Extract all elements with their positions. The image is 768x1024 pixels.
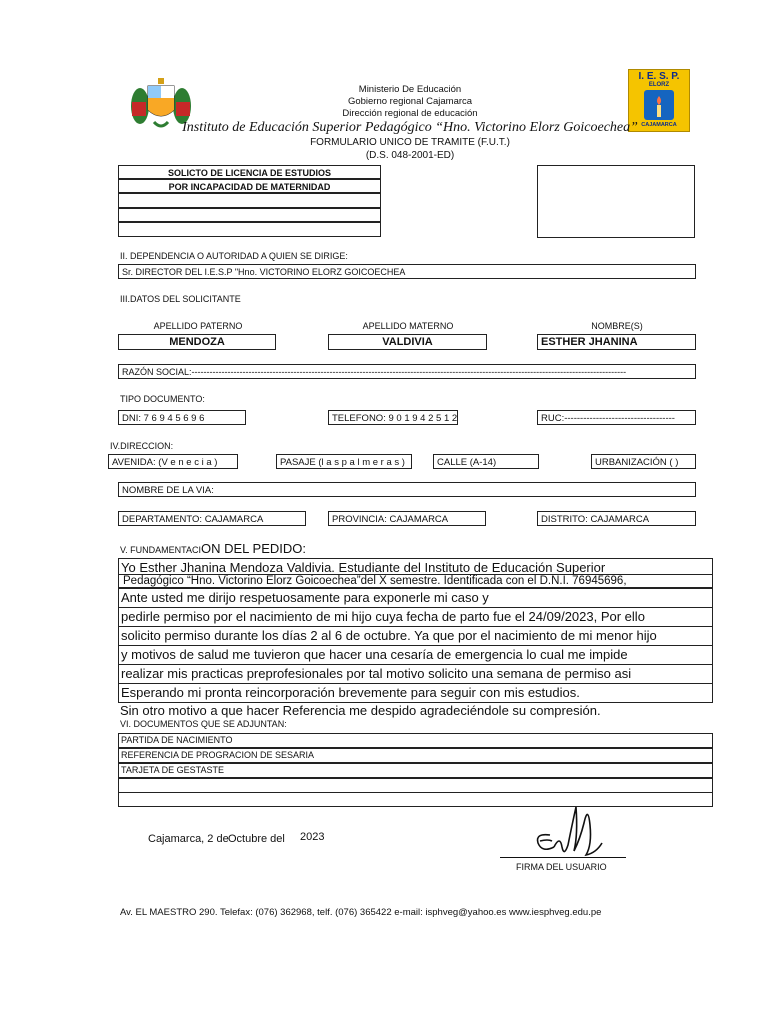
iesp-logo-sub: ELORZ <box>648 82 670 88</box>
section3-label: III.DATOS DEL SOLICITANTE <box>120 294 241 304</box>
urbanizacion-field: URBANIZACIÓN ( ) <box>591 454 696 469</box>
document-row: TARJETA DE GESTASTE <box>118 763 713 778</box>
section5-label-big: ON DEL PEDIDO: <box>201 541 306 556</box>
authority-field: Sr. DIRECTOR DEL I.E.S.P "Hno. VICTORINO ELORZ GOICOECHEA <box>118 264 696 279</box>
ministry-line: Ministerio De Educación <box>358 84 462 95</box>
document-row <box>118 778 713 793</box>
government-line: Gobierno regional Cajamarca <box>347 96 473 107</box>
torch-icon <box>644 90 674 120</box>
section5-label-small: V. FUNDAMENTACI <box>120 545 202 555</box>
request-line-2: POR INCAPACIDAD DE MATERNIDAD <box>118 179 381 193</box>
avenida-field: AVENIDA: (V e n e c i a ) <box>108 454 238 469</box>
fundamentacion-line-1: Yo Esther Jhanina Mendoza Valdivia. Estudiante del Instituto de Educación Superior <box>118 558 713 575</box>
razon-social-field: RAZÓN SOCIAL:------------------------------------------------------------------------------------------------------------------------------------------------- <box>118 364 696 379</box>
tipo-documento-label: TIPO DOCUMENTO: <box>120 394 205 404</box>
year: 2023 <box>300 831 325 843</box>
materno-field: VALDIVIA <box>328 334 487 350</box>
stamp-box <box>537 165 695 238</box>
departamento-field: DEPARTAMENTO: CAJAMARCA <box>118 511 306 526</box>
city-date: Cajamarca, 2 de <box>148 833 229 845</box>
paterno-label: APELLIDO PATERNO <box>153 321 243 331</box>
fundamentacion-line-7: realizar mis practicas preprofesionales por tal motivo solicito una semana de permiso asi <box>118 664 713 684</box>
request-line-4 <box>118 208 381 222</box>
distrito-field: DISTRITO: CAJAMARCA <box>537 511 696 526</box>
nombres-label: NOMBRE(S) <box>591 321 643 331</box>
section4-label: IV.DIRECCION: <box>110 441 174 451</box>
section6-label: VI. DOCUMENTOS QUE SE ADJUNTAN: <box>120 719 287 729</box>
paterno-field: MENDOZA <box>118 334 276 350</box>
document-row: PARTIDA DE NACIMIENTO <box>118 733 713 748</box>
request-line-1: SOLICTO DE LICENCIA DE ESTUDIOS <box>118 165 381 179</box>
section2-label: II. DEPENDENCIA O AUTORIDAD A QUIEN SE DIRIGE: <box>120 251 348 261</box>
telefono-field: TELEFONO: 9 0 1 9 4 2 5 1 2 <box>328 410 458 425</box>
fundamentacion-line-8: Esperando mi pronta reincorporación brevemente para seguir con mis estudios. <box>118 683 713 703</box>
decree-line: (D.S. 048-2001-ED) <box>365 150 455 161</box>
signature-label: FIRMA DEL USUARIO <box>516 862 607 872</box>
iesp-logo-city: CAJAMARCA <box>641 122 677 128</box>
iesp-logo-title: I. E. S. P. <box>638 71 680 82</box>
month: Octubre del <box>228 833 285 845</box>
pasaje-field: PASAJE (l a s p a l m e r a s ) <box>276 454 412 469</box>
fundamentacion-line-6: y motivos de salud me tuvieron que hacer una cesaría de emergencia lo cual me impide <box>118 645 713 665</box>
fundamentacion-line-3: Ante usted me dirijo respetuosamente para exponerle mi caso y <box>118 588 713 608</box>
document-row: REFERENCIA DE PROGRACION DE SESARIA <box>118 748 713 763</box>
fundamentacion-line-4: pedirle permiso por el nacimiento de mi hijo cuya fecha de parto fue el 24/09/2023, Por ello <box>118 607 713 627</box>
dni-field: DNI: 7 6 9 4 5 6 9 6 <box>118 410 246 425</box>
materno-label: APELLIDO MATERNO <box>362 321 454 331</box>
section5-heading <box>120 540 306 558</box>
calle-field: CALLE (A-14) <box>433 454 539 469</box>
direction-line: Dirección regional de educación <box>342 108 478 119</box>
nombre-via-field: NOMBRE DE LA VIA: <box>118 482 696 497</box>
signature-line <box>500 857 626 858</box>
fundamentacion-line-5: solicito permiso durante los días 2 al 6 de octubre. Ya que por el nacimiento de mi menor hijo <box>118 626 713 646</box>
form-title: FORMULARIO UNICO DE TRAMITE (F.U.T.) <box>310 137 510 148</box>
footer-contact: Av. EL MAESTRO 290. Telefax: (076) 362968, telf. (076) 365422 e-mail: isphveg@yahoo.es www.iesphveg.edu.pe <box>120 907 602 918</box>
request-line-5 <box>118 222 381 237</box>
handwritten-signature <box>510 795 630 865</box>
nombres-field: ESTHER JHANINA <box>537 334 696 350</box>
institute-name: Instituto de Educación Superior Pedagógico “Hno. Victorino Elorz Goicoechea” <box>182 120 638 135</box>
ruc-field: RUC:----------------------------------- <box>537 410 696 425</box>
fundamentacion-line-9: Sin otro motivo a que hacer Referencia me despido agradeciéndole su compresión. <box>120 703 601 718</box>
provincia-field: PROVINCIA: CAJAMARCA <box>328 511 486 526</box>
fundamentacion-line-2: Pedagógico “Hno. Victorino Elorz Goicoechea”del X semestre. Identificada con el D.N.I. 76945696, <box>118 574 713 588</box>
request-line-3 <box>118 193 381 208</box>
